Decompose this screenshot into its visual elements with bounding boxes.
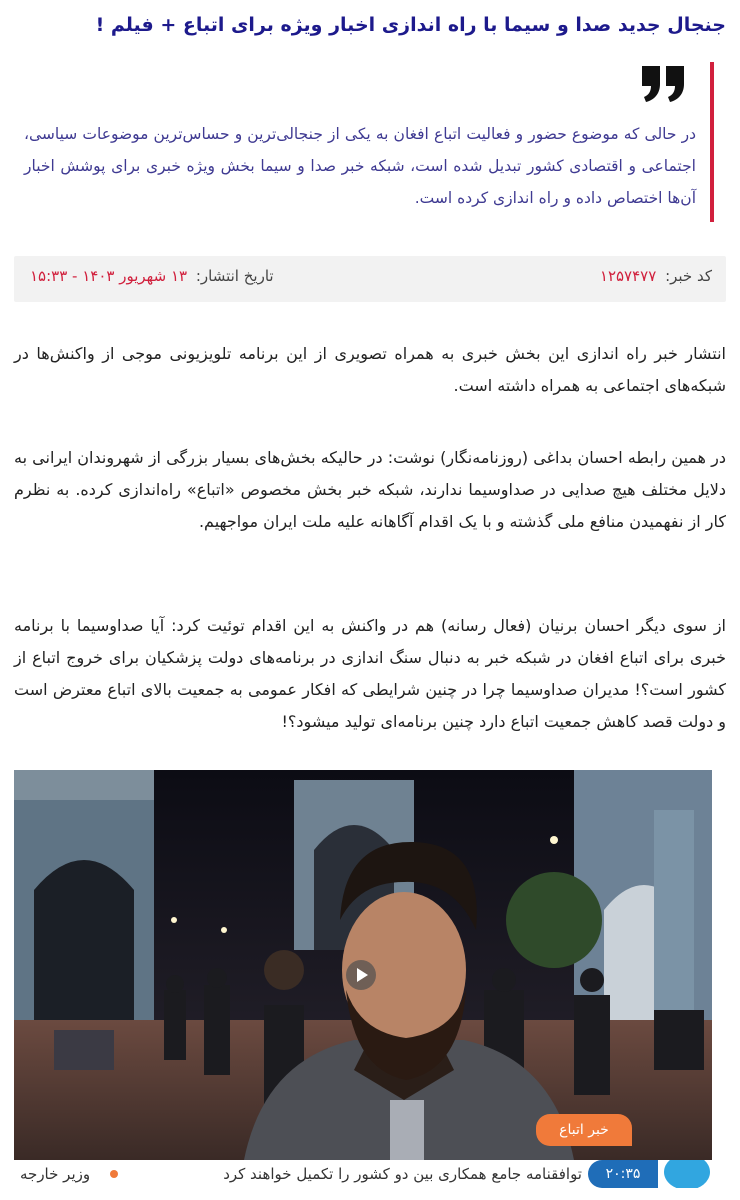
news-ticker	[14, 1160, 712, 1188]
ticker-next-text: وزیر خارجه	[20, 1165, 91, 1183]
ticker-separator-icon	[110, 1170, 118, 1178]
video-player[interactable]	[14, 770, 712, 1160]
news-code	[600, 256, 712, 296]
lead-quote	[24, 62, 714, 222]
news-code-label: کد خبر:	[665, 267, 712, 285]
publish-date	[30, 256, 274, 296]
meta-bar	[14, 256, 726, 302]
article-paragraph: از سوی دیگر احسان برنیان (فعال رسانه) هم در واکنش به این اقدام توئیت کرد: آیا صداوسیما با برنامه خبری برای اتباع افغان در شبکه خبر به دنبال سنگ اندازی در برنامه‌های دولت پزشکیان برای خروج اتباع از کشور است؟! مدیران صداوسیما چرا در چنین شرایطی که افکار عمومی به جمعیت بالای اتباع معترض است و دولت قصد کاهش جمعیت اتباع دارد چنین برنامه‌ای تولید میشود؟!	[14, 616, 726, 731]
channel-logo	[664, 1160, 710, 1188]
article-paragraph: انتشار خبر راه اندازی این بخش خبری به همراه تصویری از این برنامه تلویزیونی موجی از واکنش‌ها در شبکه‌های اجتماعی به همراه داشته است.	[14, 344, 726, 395]
quote-icon	[640, 62, 688, 104]
ticker-time: ۲۰:۳۵	[588, 1160, 658, 1188]
article-title: جنجال جدید صدا و سیما با راه اندازی اخبار ویژه برای اتباع + فیلم !	[95, 14, 726, 36]
news-code-value: ۱۲۵۷۴۷۷	[599, 267, 657, 285]
segment-tag: خبر اتباع	[536, 1114, 632, 1146]
publish-date-value: ۱۳ شهریور ۱۴۰۳ - ۱۵:۳۳	[30, 267, 188, 285]
ticker-text: توافقنامه جامع همکاری بین دو کشور را تکمیل خواهند کرد	[223, 1165, 582, 1183]
play-button[interactable]	[346, 960, 376, 990]
publish-date-label: تاریخ انتشار:	[195, 267, 274, 285]
lead-text: در حالی که موضوع حضور و فعالیت اتباع افغان به یکی از جنجالی‌ترین و حساس‌ترین موضوعات سیاسی، اجتماعی و اقتصادی کشور تبدیل شده است، شبکه خبر صدا و سیما بخش ویژه خبری برای پوشش اخبار آن‌ها اختصاص داده و راه اندازی کرده است.	[24, 125, 696, 207]
article-paragraph: در همین رابطه احسان بداغی (روزنامه‌نگار) نوشت: در حالیکه بخش‌های بسیار بزرگی از شهروندان ایرانی به دلایل مختلف هیچ صدایی در صداوسیما ندارند، شبکه خبر بخش مخصوص «اتباع» راه‌اندازی کرده. به نظرم کار از نفهمیدن منافع ملی گذشته و با یک اقدام آگاهانه علیه ملت ایران مواجهیم.	[14, 448, 726, 531]
